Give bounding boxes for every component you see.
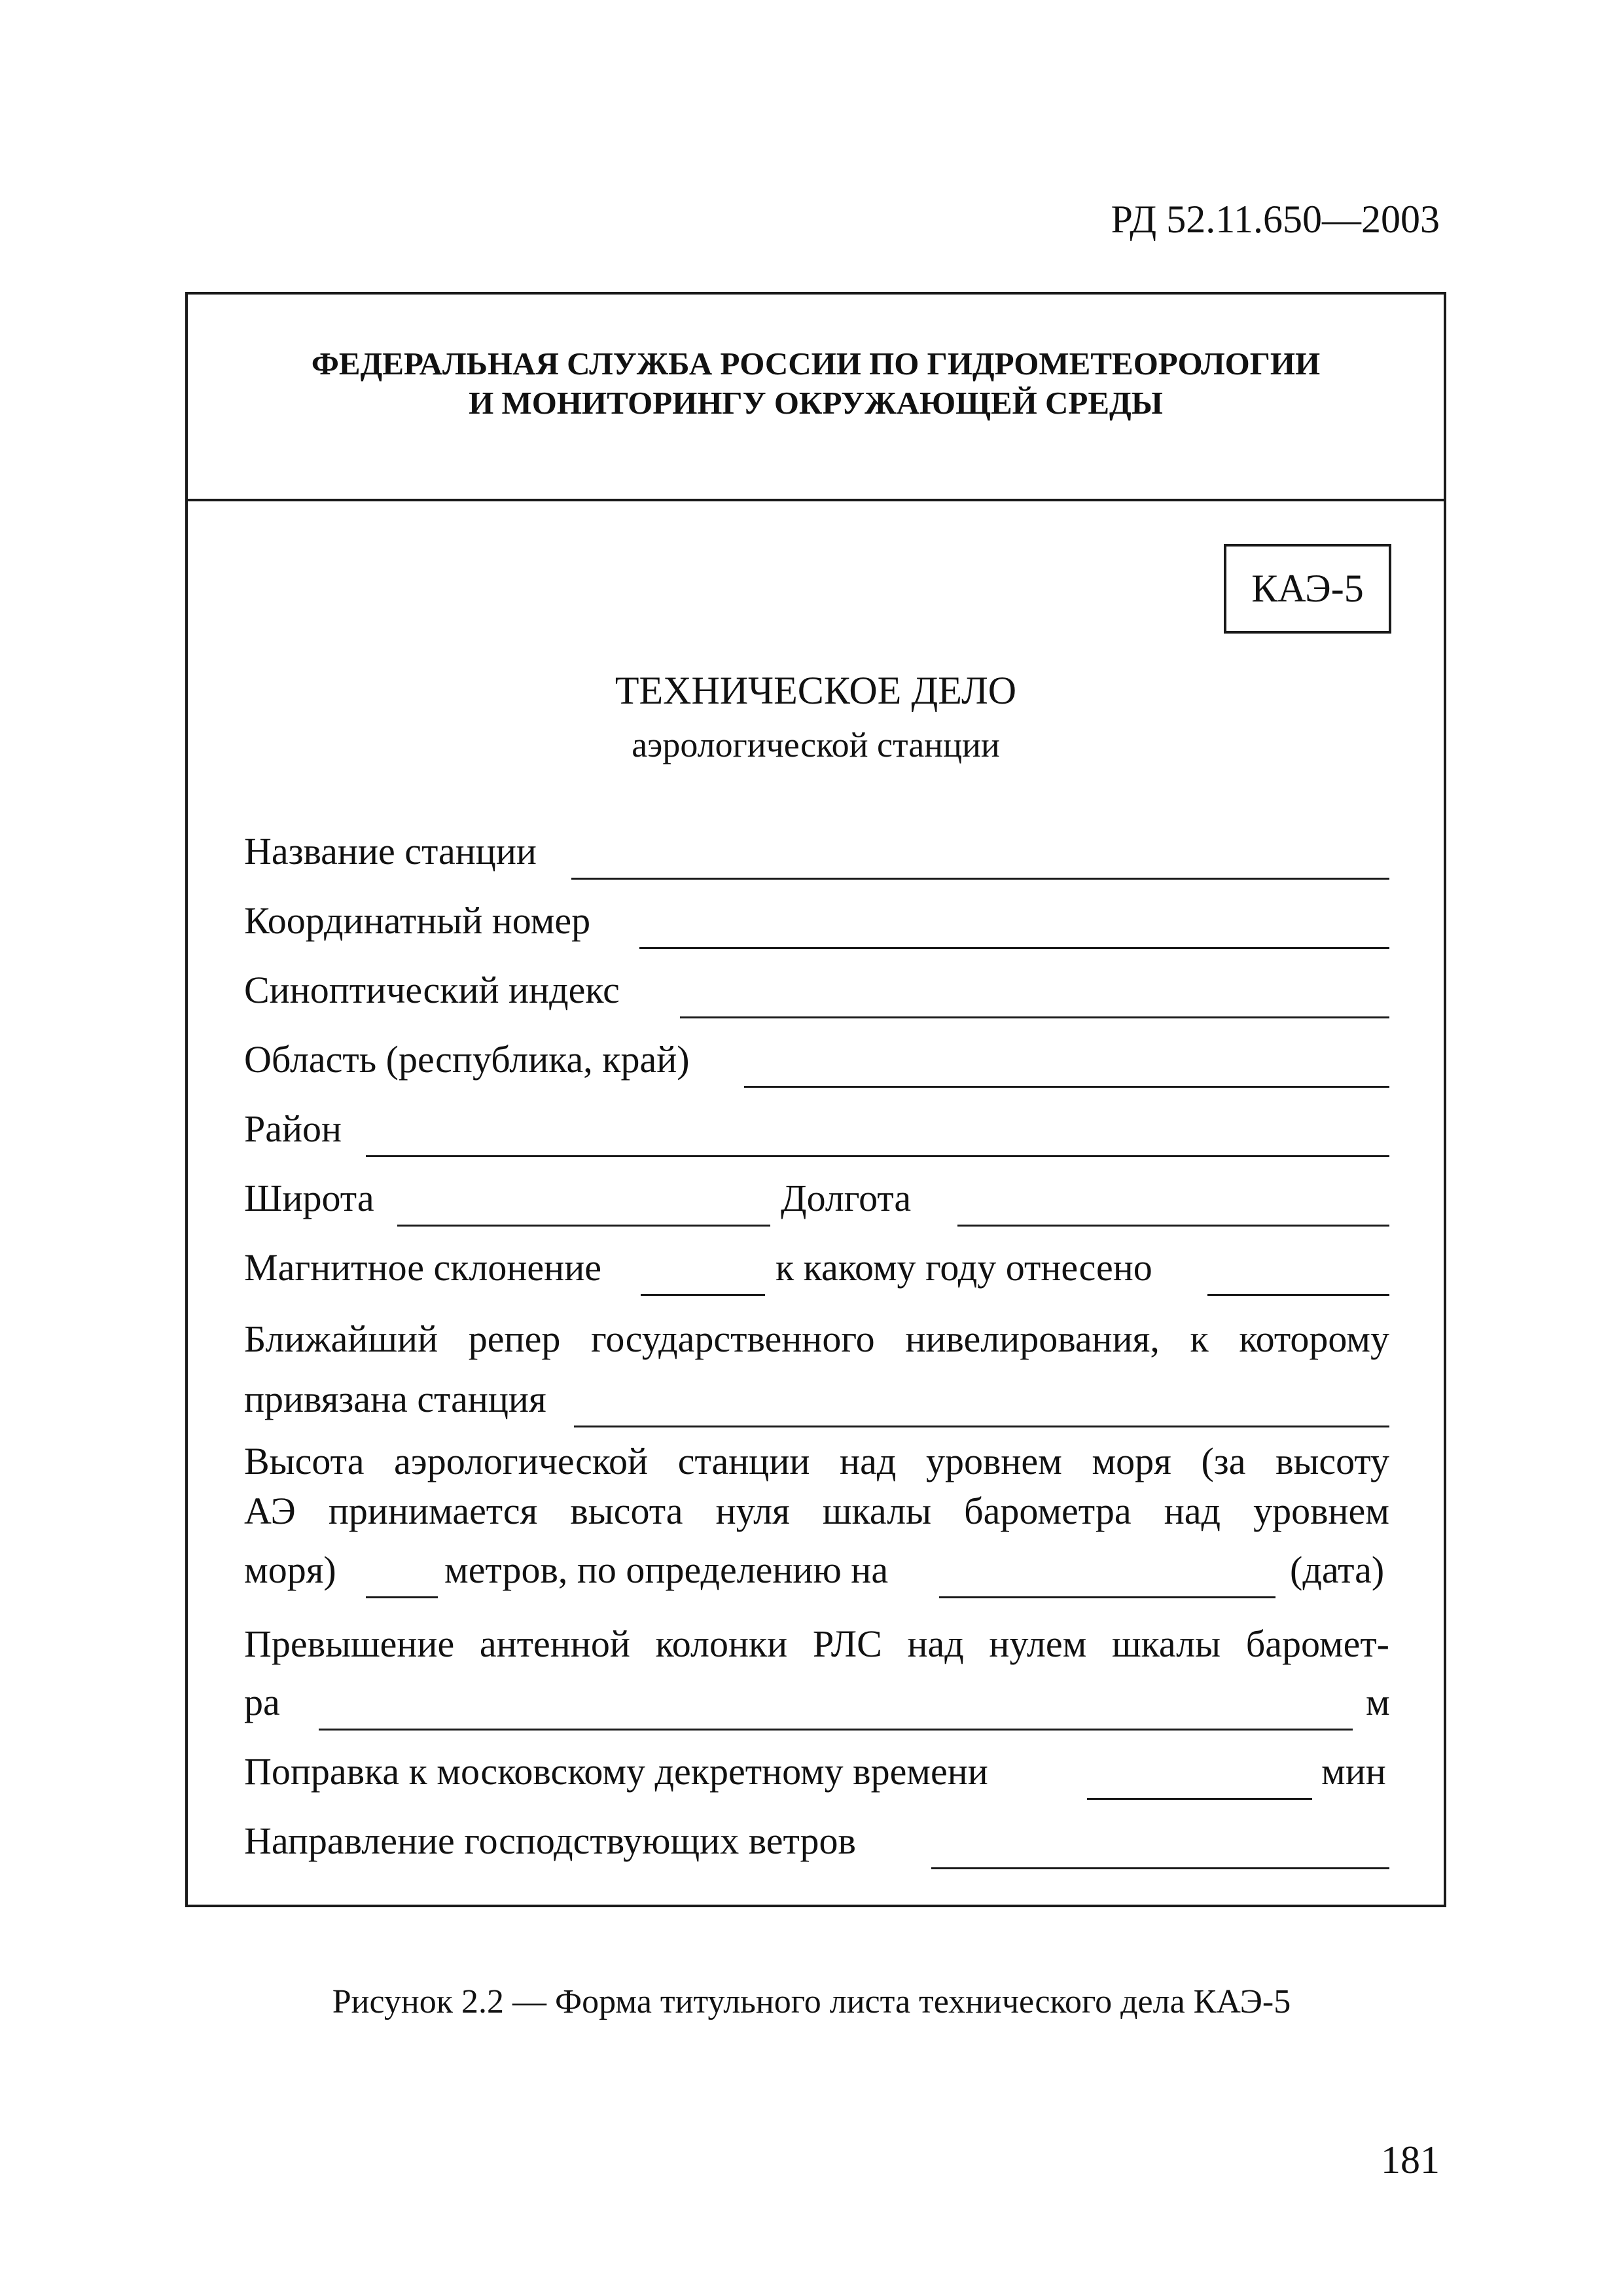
- antenna-unit: м: [1366, 1681, 1390, 1723]
- height-line-3b: метров, по определению на: [444, 1549, 889, 1591]
- form-code: КАЭ-5: [1251, 567, 1364, 610]
- antenna-line-1: Превышение антенной колонки РЛС над нулем шкалы баромет-: [244, 1623, 1389, 1665]
- longitude-label: Долгота: [781, 1177, 912, 1219]
- height-line-3a: моря): [244, 1549, 336, 1591]
- form-title: ТЕХНИЧЕСКОЕ ДЕЛО: [615, 669, 1017, 712]
- page-number: 181: [1381, 2138, 1440, 2181]
- prevailing-winds-label: Направление господствующих ветров: [244, 1820, 856, 1862]
- agency-line-1: ФЕДЕРАЛЬНАЯ СЛУЖБА РОССИИ ПО ГИДРОМЕТЕОРОЛОГИИ: [311, 346, 1321, 382]
- form-subtitle: аэрологической станции: [632, 725, 1000, 764]
- district-field[interactable]: [366, 1155, 1389, 1157]
- station-name-field[interactable]: [571, 878, 1389, 880]
- prevailing-winds-field[interactable]: [931, 1867, 1389, 1869]
- height-line-2: АЭ принимается высота нуля шкалы барометра над уровнем: [244, 1490, 1389, 1532]
- benchmark-line-1: Ближайший репер государственного нивелирования, к которому: [244, 1318, 1389, 1360]
- region-field[interactable]: [744, 1086, 1389, 1088]
- time-correction-label: Поправка к московскому декретному времени: [244, 1750, 988, 1793]
- magnetic-declination-field[interactable]: [641, 1294, 765, 1296]
- figure-caption: Рисунок 2.2 — Форма титульного листа технического дела КАЭ-5: [332, 1983, 1291, 2020]
- benchmark-field[interactable]: [574, 1426, 1389, 1427]
- time-correction-field[interactable]: [1087, 1798, 1312, 1800]
- agency-name: [188, 344, 1444, 423]
- time-unit: мин: [1321, 1750, 1386, 1793]
- coordinate-number-label: Координатный номер: [244, 899, 591, 942]
- district-label: Район: [244, 1107, 342, 1150]
- year-ref-field[interactable]: [1207, 1294, 1389, 1296]
- latitude-field[interactable]: [397, 1225, 770, 1227]
- antenna-line-2: ра: [244, 1681, 280, 1723]
- height-date-field[interactable]: [939, 1596, 1275, 1598]
- longitude-field[interactable]: [957, 1225, 1389, 1227]
- station-name-label: Название станции: [244, 830, 537, 872]
- coordinate-number-field[interactable]: [639, 947, 1389, 949]
- form-header: [188, 295, 1444, 501]
- synoptic-index-field[interactable]: [680, 1016, 1389, 1018]
- synoptic-index-label: Синоптический индекс: [244, 969, 620, 1011]
- region-label: Область (республика, край): [244, 1038, 690, 1081]
- latitude-label: Широта: [244, 1177, 374, 1219]
- antenna-height-field[interactable]: [319, 1729, 1353, 1731]
- document-code: РД 52.11.650—2003: [1111, 198, 1440, 241]
- year-ref-label: к какому году отнесено: [776, 1246, 1152, 1289]
- form-code-box: [1224, 544, 1391, 634]
- height-line-1: Высота аэрологической станции над уровнем моря (за высоту: [244, 1440, 1389, 1482]
- benchmark-line-2: привязана станция: [244, 1378, 546, 1420]
- magnetic-declination-label: Магнитное склонение: [244, 1246, 601, 1289]
- height-line-3c: (дата): [1290, 1549, 1385, 1591]
- form-frame: [185, 292, 1446, 1907]
- agency-line-2: И МОНИТОРИНГУ ОКРУЖАЮЩЕЙ СРЕДЫ: [469, 384, 1163, 421]
- height-value-field[interactable]: [366, 1596, 438, 1598]
